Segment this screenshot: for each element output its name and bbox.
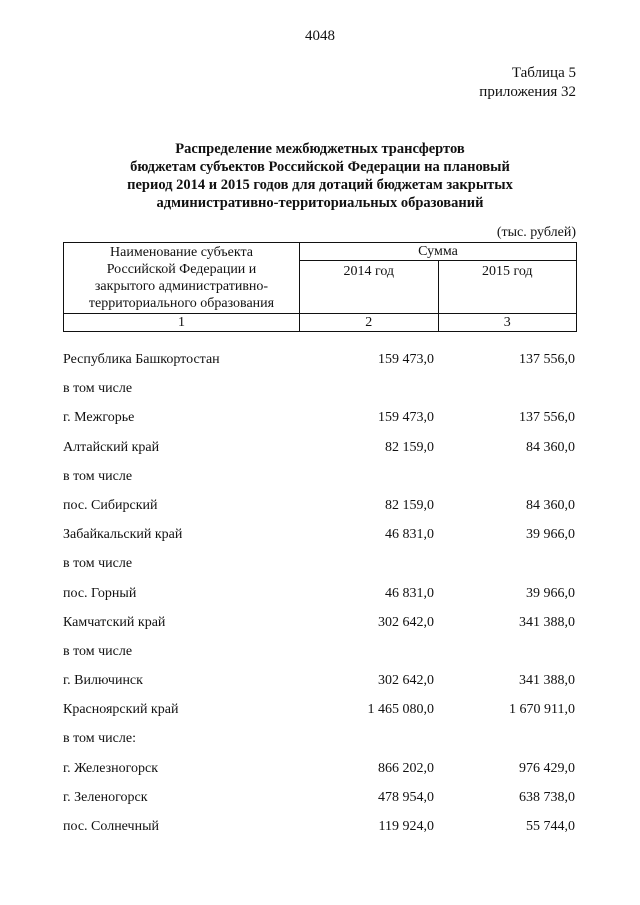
row-value-2014: 159 473,0 xyxy=(378,410,434,426)
row-value-2014: 159 473,0 xyxy=(378,352,434,367)
row-value-2014: 46 831,0 xyxy=(385,585,434,601)
header-year-2015: 2015 год xyxy=(438,261,577,314)
row-value-2015: 341 388,0 xyxy=(519,673,575,689)
header-year-2014: 2014 год xyxy=(300,261,439,314)
row-value-2015: 55 744,0 xyxy=(526,819,575,834)
header-name-line-4: территориального образования xyxy=(88,296,275,311)
row-value-2014: 302 642,0 xyxy=(378,673,434,689)
row-value-2015: 39 966,0 xyxy=(526,585,575,601)
row-name: Республика Башкортостан xyxy=(63,352,220,367)
row-name: Алтайский край xyxy=(63,439,160,455)
table-row xyxy=(0,465,640,494)
units-note: (тыс. рублей) xyxy=(496,225,576,240)
column-number-1: 1 xyxy=(64,314,300,332)
document-title xyxy=(70,140,570,212)
table-row xyxy=(0,523,640,552)
row-value-2014: 82 159,0 xyxy=(385,497,434,513)
table-row xyxy=(0,786,640,815)
row-value-2014: 478 954,0 xyxy=(378,789,434,805)
row-value-2014: 82 159,0 xyxy=(385,439,434,455)
title-line-3: период 2014 и 2015 годов для дотаций бюджетам закрытых xyxy=(127,177,513,193)
row-name: пос. Солнечный xyxy=(63,819,159,834)
row-value-2015: 137 556,0 xyxy=(519,352,575,367)
table-row xyxy=(0,348,640,377)
row-value-2015: 137 556,0 xyxy=(519,410,575,426)
row-name: пос. Горный xyxy=(63,585,137,601)
row-name: г. Вилючинск xyxy=(63,673,143,689)
row-value-2015: 39 966,0 xyxy=(526,527,575,543)
table-row xyxy=(0,727,640,756)
table-row xyxy=(0,757,640,786)
table-row xyxy=(0,669,640,698)
row-value-2014: 302 642,0 xyxy=(378,614,434,630)
header-name-cell xyxy=(64,243,300,314)
row-value-2015: 976 429,0 xyxy=(519,760,575,776)
title-line-4: административно-территориальных образований xyxy=(156,195,484,211)
table-body xyxy=(0,348,640,844)
title-line-2: бюджетам субъектов Российской Федерации на плановый xyxy=(130,159,510,175)
header-name-line-3: закрытого административно- xyxy=(94,279,269,294)
row-name: г. Железногорск xyxy=(63,760,159,776)
title-line-1: Распределение межбюджетных трансфертов xyxy=(175,141,465,157)
header-name-line-2: Российской Федерации и xyxy=(106,262,257,277)
row-name: г. Зеленогорск xyxy=(63,789,148,805)
row-value-2015: 84 360,0 xyxy=(526,497,575,513)
table-row xyxy=(0,640,640,669)
page-number: 4048 xyxy=(305,28,335,44)
column-number-3: 3 xyxy=(438,314,577,332)
table-number: Таблица 5 xyxy=(511,65,576,81)
row-value-2015: 84 360,0 xyxy=(526,439,575,455)
table-row xyxy=(0,406,640,435)
table-row xyxy=(0,436,640,465)
row-name: в том числе xyxy=(63,381,133,397)
row-value-2014: 1 465 080,0 xyxy=(367,702,434,718)
header-name-line-1: Наименование субъекта xyxy=(110,245,253,260)
row-name: г. Межгорье xyxy=(63,410,135,426)
table-row xyxy=(0,494,640,523)
table-row xyxy=(0,698,640,727)
table-header xyxy=(63,242,577,332)
table-row xyxy=(0,815,640,844)
row-name: Камчатский край xyxy=(63,614,166,630)
table-row xyxy=(0,552,640,581)
row-name: пос. Сибирский xyxy=(63,497,158,513)
table-row xyxy=(0,582,640,611)
row-name: Красноярский край xyxy=(63,702,179,718)
column-number-2: 2 xyxy=(300,314,439,332)
header-sum: Сумма xyxy=(300,243,577,261)
row-value-2014: 119 924,0 xyxy=(378,819,434,834)
appendix-number: приложения 32 xyxy=(479,84,576,100)
row-value-2015: 638 738,0 xyxy=(519,789,575,805)
row-name: в том числе: xyxy=(63,731,136,747)
row-name: Забайкальский край xyxy=(63,527,183,543)
row-name: в том числе xyxy=(63,556,133,572)
table-reference xyxy=(479,64,576,102)
table-row xyxy=(0,377,640,406)
row-value-2014: 46 831,0 xyxy=(385,527,434,543)
row-value-2014: 866 202,0 xyxy=(378,760,434,776)
row-name: в том числе xyxy=(63,468,133,484)
row-name: в том числе xyxy=(63,643,133,659)
row-value-2015: 1 670 911,0 xyxy=(509,702,575,718)
row-value-2015: 341 388,0 xyxy=(519,614,575,630)
table-row xyxy=(0,611,640,640)
